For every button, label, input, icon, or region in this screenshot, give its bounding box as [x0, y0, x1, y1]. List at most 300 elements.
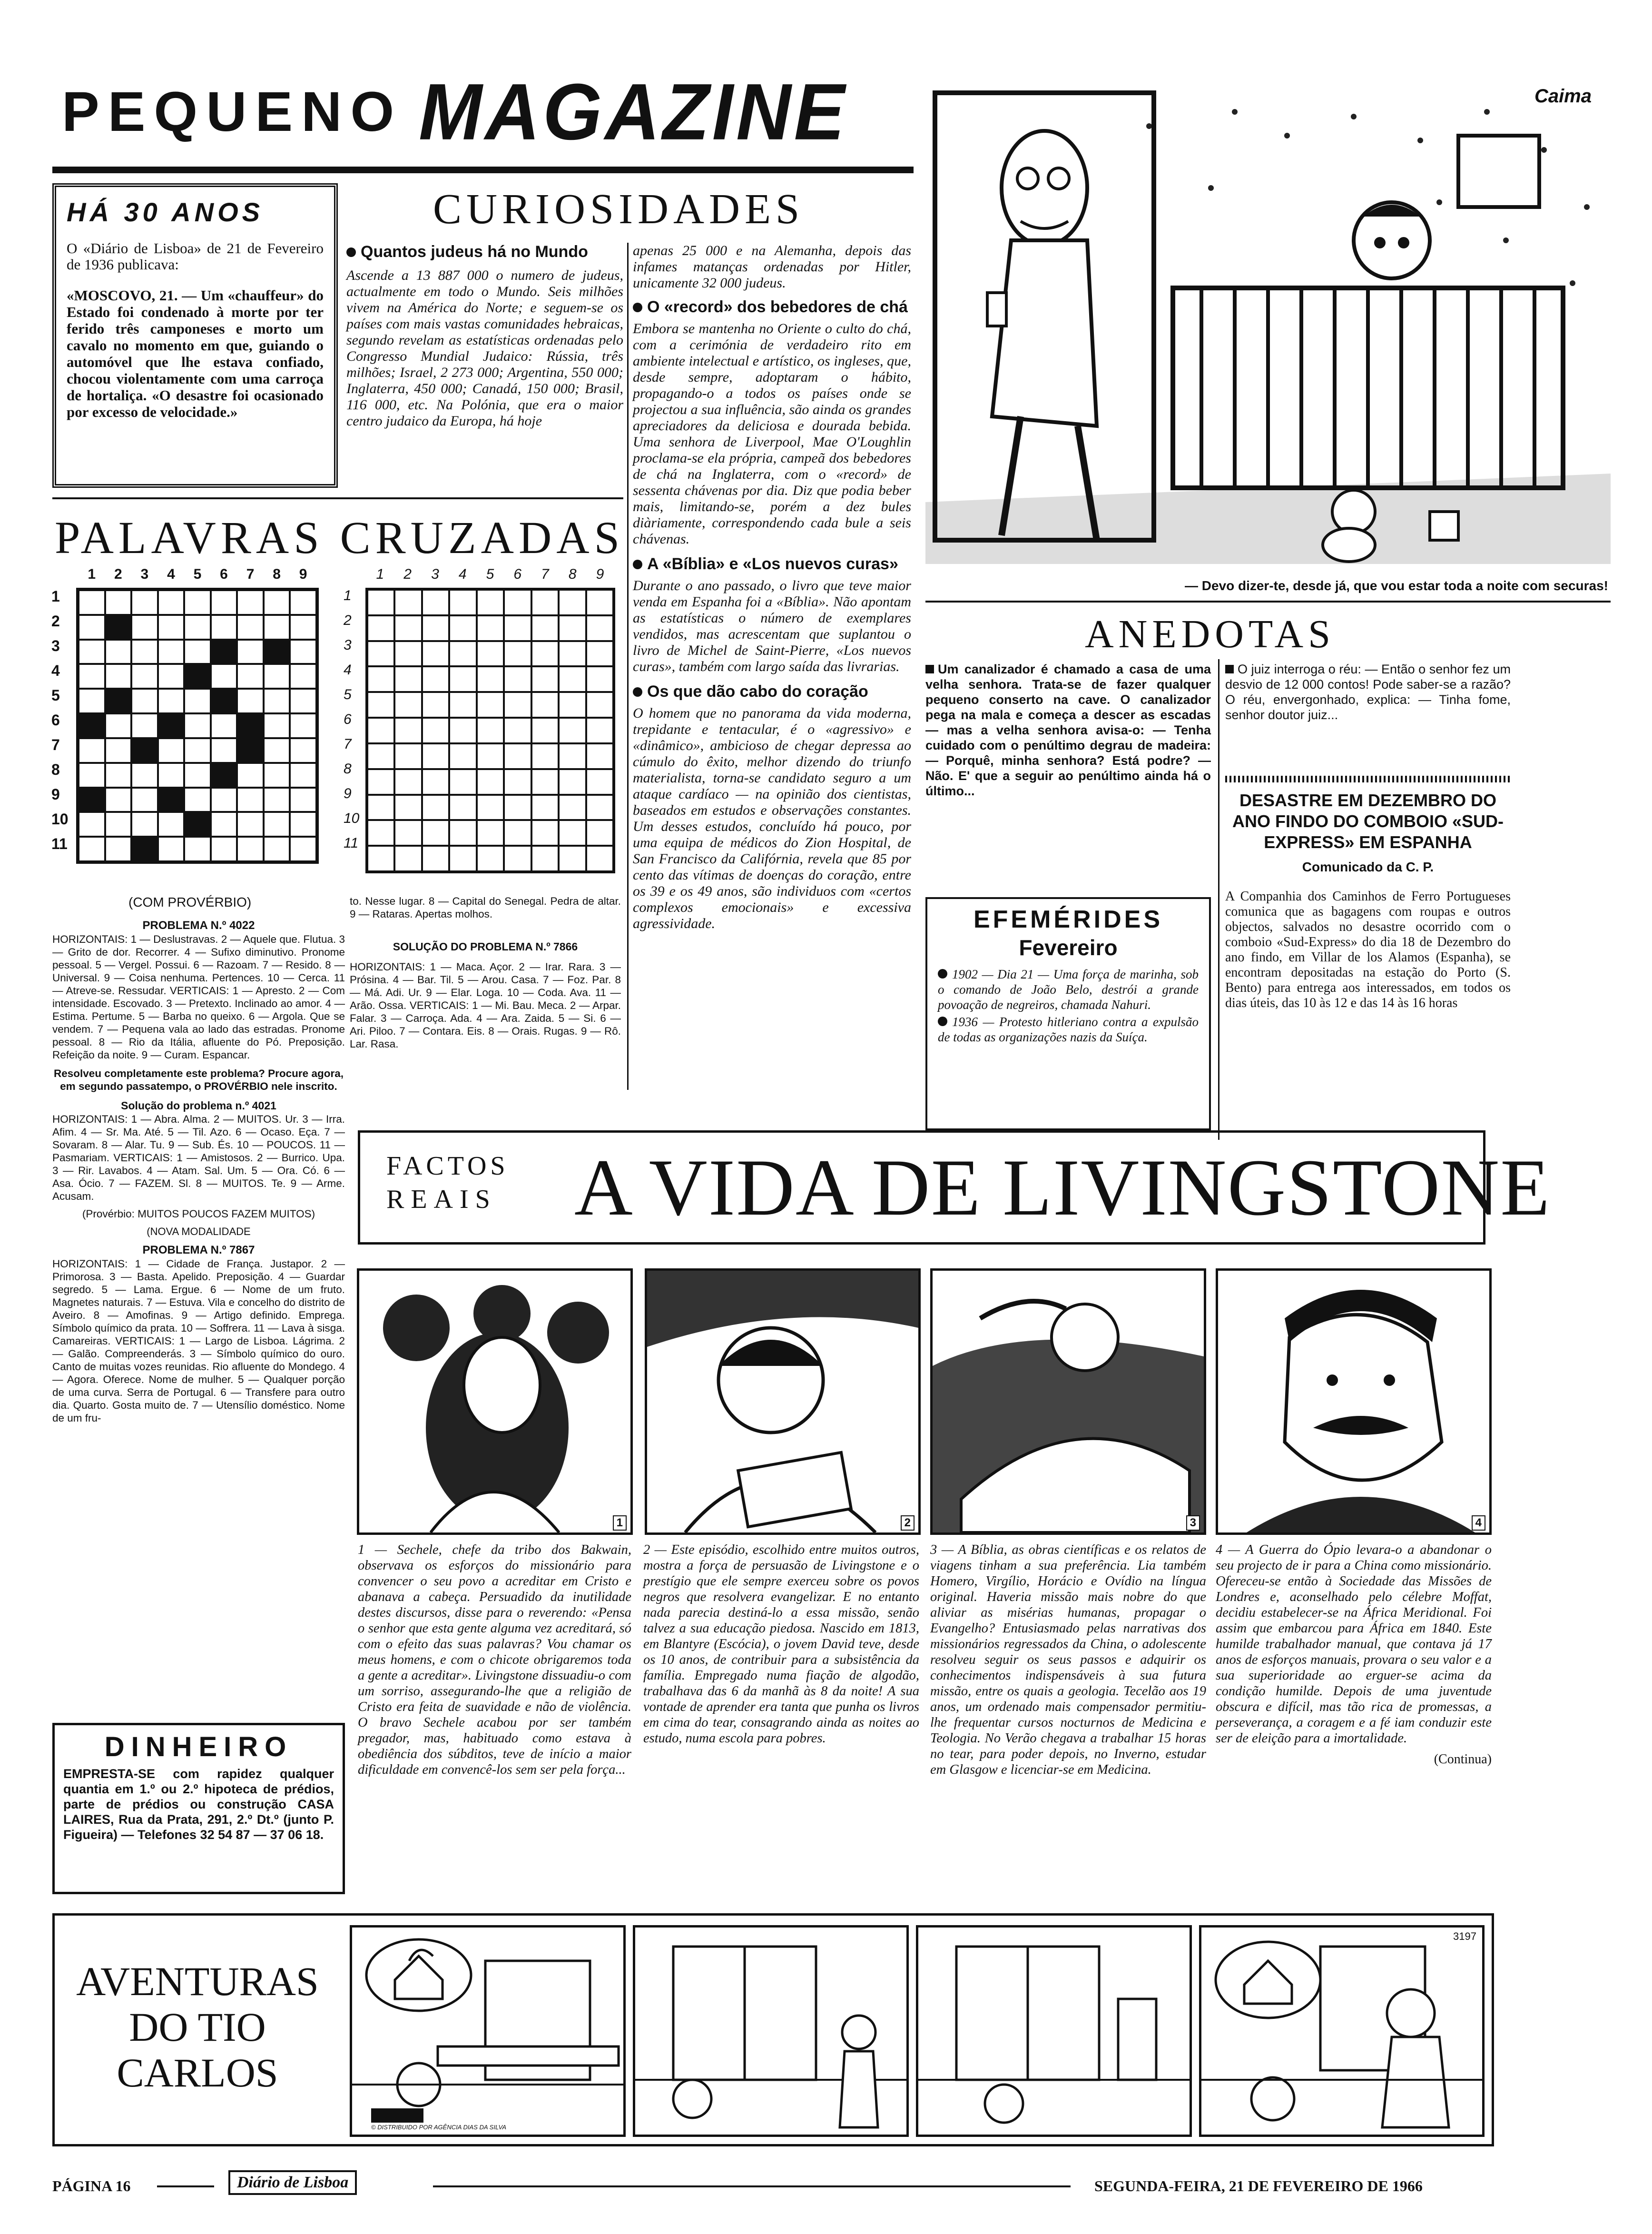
crossword-cell[interactable]	[211, 837, 237, 861]
crossword-cell[interactable]	[290, 788, 316, 812]
crossword-cell[interactable]	[394, 615, 422, 641]
crossword-cell[interactable]	[158, 664, 185, 689]
efemeride-1-text: 1902 — Dia 21 — Uma força de marinha, sob o comando de João Belo, destrói a grande povoação de negreiros, chamada Nahuri.	[938, 967, 1199, 1012]
efemeride-2	[938, 1014, 1199, 1045]
biblia-head	[633, 555, 911, 573]
crossword-cell[interactable]	[531, 820, 559, 846]
crossword-cell[interactable]	[79, 713, 105, 738]
crossword-cell[interactable]	[559, 769, 586, 795]
palavras-rule-top	[52, 497, 623, 499]
crossword-cell[interactable]	[105, 615, 132, 640]
row-num: 4	[51, 662, 60, 679]
crossword-cell[interactable]	[394, 718, 422, 743]
row-num: 11	[344, 835, 359, 851]
col-num: 7	[541, 566, 549, 582]
crossword-cell[interactable]	[184, 664, 211, 689]
crossword-cell[interactable]	[367, 743, 394, 769]
col-num: 5	[193, 566, 202, 582]
crossword-cell[interactable]	[237, 763, 264, 788]
crossword-cell[interactable]	[290, 640, 316, 664]
crossword-cell[interactable]	[531, 846, 559, 871]
crossword-cell[interactable]	[79, 640, 105, 664]
crossword-cell[interactable]	[477, 590, 504, 615]
crossword-cell[interactable]	[477, 718, 504, 743]
livingstone-text-2: 2 — Este episódio, escolhido entre muitos outros, mostra a força de persuasão de Livingstone e o prestígio que ele sempre exerceu sobre os povos negros que resolvera evangelizar. E no entanto nada parecia destiná-lo a essa missão, senão talvez a sua educação piedosa. Nascido em 1813, em Blantyre (Escócia), o jovem David teve, desde os 10 anos, de contribuir para a subsistência da família. Empregado numa fiação de algodão, trabalhava das 6 da manhã às 8 da noite! A sua vontade de aprender era tanta que punha os livros em cima do tear, consagrando ainda as noites ao estudo, numa escola para pobres.	[643, 1542, 919, 1746]
crossword-cell[interactable]	[79, 689, 105, 713]
crossword-cell[interactable]	[290, 615, 316, 640]
crossword-cell[interactable]	[477, 769, 504, 795]
crossword-cell[interactable]	[237, 738, 264, 763]
panel-number: 2	[901, 1515, 914, 1531]
sol4021-text: HORIZONTAIS: 1 — Abra. Alma. 2 — MUITOS. Ur. 3 — Irra. Afim. 4 — Sr. Ma. Até. 5 — Til. Azo. 6 — Ocaso. Eça. 7 — Sovaram. 8 — Alar. Tu. 9 — Sub. És. 10 — POUCOS. 11 — Pasmariam. VERTICAIS: 1 — Amistosos. 2 — Burrico. Upa. 3 — Rir. Lavabos. 4 — Atam. Sal. Um. 5 — Ora. Có. 6 — Asa. Ócio. 7 — FAZEM. Sl. 8 — MUITOS. Te. 9 — Arme. Acusam.	[52, 1113, 345, 1202]
crossword-cell[interactable]	[264, 713, 290, 738]
crossword-grid-4022[interactable]	[76, 588, 319, 864]
ha30-body: «MOSCOVO, 21. — Um «chauffeur» do Estado foi condenado à morte por ter ferido três camponeses e morto um cavalo no momento em que, guiando o automóvel que lhe estava confiado, chocou violentamente com uma carroça de hortaliça. «O desastre foi ocasionado por excesso de velocidade.»	[67, 287, 324, 420]
p7867-text: HORIZONTAIS: 1 — Cidade de França. Justapor. 2 — Primorosa. 3 — Basta. Apelido. Preposição. 4 — Guardar segredo. 5 — Lama. Ergue. 6 — Nome de um fruto. Magnetes naturais. 7 — Estuva. Vila e concelho do distrito de Aveiro. 8 — Amofinas. 9 — Artigo definido. Emprega. Símbolo químico da prata. 10 — Soffrera. 11 — Lava à sisga. Camareiras. VERTICAIS: 1 — Largo de Lisboa. Lágrima. 2 — Galão. Compreenderás. 3 — Símbolo químico do ouro. Canto de muitas vozes reunidas. Rio afluente do Mondego. 4 — Agora. Oferece. Nome de mulher. 5 — Qualquer porção de uma curva. Serra de Portugal. 6 — Transfere para outro dia. Quarto. Gosta muito de. 7 — Utensílio doméstico. Nome de um fru-	[52, 1258, 345, 1424]
crossword-cell[interactable]	[131, 615, 158, 640]
desastre-sub: Comunicado da C. P.	[1302, 860, 1434, 874]
judeus-head-text: Quantos judeus há no Mundo	[361, 243, 588, 261]
crossword-cell[interactable]	[367, 769, 394, 795]
crossword-cell[interactable]	[504, 795, 531, 820]
coracao-head-text: Os que dão cabo do coração	[647, 682, 868, 701]
crossword-cell[interactable]	[477, 641, 504, 667]
crossword-cell[interactable]	[131, 713, 158, 738]
crossword-cell[interactable]	[184, 763, 211, 788]
crossword-cell[interactable]	[394, 795, 422, 820]
crossword-cell[interactable]	[184, 689, 211, 713]
crossword-cell[interactable]	[531, 743, 559, 769]
crossword-cell[interactable]	[184, 837, 211, 861]
crossword-cell[interactable]	[158, 763, 185, 788]
crossword-cell[interactable]	[290, 689, 316, 713]
crossword-cell[interactable]	[449, 692, 476, 718]
crossword-cell[interactable]	[158, 689, 185, 713]
crossword-cell[interactable]	[559, 615, 586, 641]
crossword-cell[interactable]	[79, 763, 105, 788]
crossword-cell[interactable]	[559, 666, 586, 692]
nova-modalidade: (NOVA MODALIDADE	[147, 1226, 251, 1237]
crossword-cell[interactable]	[237, 713, 264, 738]
crossword-cell[interactable]	[586, 615, 613, 641]
crossword-cell[interactable]	[586, 590, 613, 615]
livingstone-label1: FACTOS	[386, 1151, 509, 1181]
livingstone-header	[358, 1130, 1551, 1245]
crossword-cell[interactable]	[504, 666, 531, 692]
crossword-cell[interactable]	[504, 743, 531, 769]
square-bullet-icon	[1225, 665, 1234, 673]
crossword-cell[interactable]	[211, 788, 237, 812]
crossword-cell[interactable]	[449, 718, 476, 743]
crossword-cell[interactable]	[449, 615, 476, 641]
row-num: 3	[51, 637, 60, 654]
crossword-cell[interactable]	[211, 640, 237, 664]
crossword-cell[interactable]	[394, 769, 422, 795]
crossword-cell[interactable]	[131, 738, 158, 763]
crossword-cell[interactable]	[559, 795, 586, 820]
crossword-cell[interactable]	[367, 795, 394, 820]
masthead-rule	[52, 167, 914, 173]
crossword-cell[interactable]	[586, 795, 613, 820]
crossword-cell[interactable]	[367, 666, 394, 692]
crossword-cell[interactable]	[79, 615, 105, 640]
crossword-cell[interactable]	[105, 664, 132, 689]
crossword-cell[interactable]	[105, 689, 132, 713]
crossword-cell[interactable]	[158, 615, 185, 640]
p4022-title: PROBLEMA N.º 4022	[142, 919, 255, 932]
crossword-cell[interactable]	[237, 640, 264, 664]
bullet-icon	[346, 247, 356, 257]
crossword-cell[interactable]	[477, 692, 504, 718]
crossword-cell[interactable]	[504, 846, 531, 871]
crossword-cell[interactable]	[449, 769, 476, 795]
crossword-cell[interactable]	[504, 590, 531, 615]
crossword-cell[interactable]	[79, 837, 105, 861]
sol7866-text: HORIZONTAIS: 1 — Maca. Açor. 2 — Irar. Rara. 3 — Prósina. 4 — Bar. Til. 5 — Arou. Casa. 7 — Foz. Par. 8 — Má. Adi. Ur. 9 — Elar. Loga. 10 — Coda. Ava. 11 — Arão. Ossa. VERTICAIS: 1 — Mi. Bau. Meca. 2 — Arpar. Falar. 3 — Carroça. Ada. 4 — Ara. Zaida. 5 — Si. 6 — Ari. Piloo. 7 — Contara. Eis. 8 — Orais. Rugas. 9 — Rô. Lar. Rasa.	[350, 961, 621, 1050]
livingstone-col4	[1216, 1542, 1492, 1767]
col-num: 5	[486, 566, 494, 582]
footer-logo: Diário de Lisboa	[237, 2174, 349, 2191]
livingstone-label2: REAIS	[386, 1185, 497, 1214]
footer-date: SEGUNDA-FEIRA, 21 DE FEVEREIRO DE 1966	[1094, 2177, 1423, 2194]
crossword-cell[interactable]	[367, 718, 394, 743]
livingstone-col3	[930, 1542, 1206, 1778]
crossword-cell[interactable]	[422, 692, 449, 718]
crossword-cell[interactable]	[504, 641, 531, 667]
crossword-cell[interactable]	[264, 689, 290, 713]
crossword-cell[interactable]	[158, 837, 185, 861]
crossword-cell[interactable]	[559, 590, 586, 615]
crossword-cell[interactable]	[477, 666, 504, 692]
crossword-cell[interactable]	[559, 692, 586, 718]
crossword-cell[interactable]	[264, 788, 290, 812]
tio-carlos-title	[64, 1958, 331, 2096]
crossword-cell[interactable]	[477, 795, 504, 820]
tio-carlos-strip	[52, 1913, 1494, 2146]
row-num: 10	[51, 811, 69, 828]
crossword-grid-7867[interactable]	[365, 588, 615, 873]
dinheiro-title: DINHEIRO	[104, 1731, 293, 1762]
crossword-cell[interactable]	[105, 590, 132, 615]
crossword-cell[interactable]	[394, 820, 422, 846]
masthead-small: PEQUENO	[62, 80, 403, 143]
crossword-cell[interactable]	[237, 615, 264, 640]
judeus-text-cont: apenas 25 000 e na Alemanha, depois das infames matanças ordenadas por Hitler, unicamente 32 000 judeus.	[633, 243, 911, 291]
crossword-cell[interactable]	[422, 795, 449, 820]
crossword-cell[interactable]	[449, 795, 476, 820]
crossword-cell[interactable]	[237, 788, 264, 812]
bullet-icon	[938, 1017, 947, 1026]
ha30-title: HÁ 30 ANOS	[67, 197, 264, 227]
crossword-cell[interactable]	[131, 689, 158, 713]
crossword-cell[interactable]	[131, 837, 158, 861]
col-num: 9	[299, 566, 307, 582]
crossword-cell[interactable]	[158, 738, 185, 763]
crossword-cell[interactable]	[237, 689, 264, 713]
crossword-cell[interactable]	[449, 743, 476, 769]
crossword-cell[interactable]	[131, 763, 158, 788]
crossword-cell[interactable]	[105, 713, 132, 738]
crossword-cell[interactable]	[105, 788, 132, 812]
col-num: 1	[88, 566, 96, 582]
crossword-cell[interactable]	[477, 743, 504, 769]
crossword-cell[interactable]	[422, 769, 449, 795]
crossword-cell[interactable]	[264, 615, 290, 640]
coracao-text: O homem que no panorama da vida moderna, trepidante e tentacular, é o «agressivo» e «dinâmico», ambicioso de chegar depressa ao cúmulo do êxito, melhor dizendo do triunfo materialista, torna-se candidato seguro a um ataque cardíaco — na opinião dos cientistas, baseados em estudos e observações constantes. Um desses estudos, concluído há pouco, por uma equipa de médicos do Zion Hospital, de San Francisco da Califórnia, revela que 85 por cento das vítimas de doenças do coração, entre os 39 e os 49 anos, são individuos com «certos complexos emocionais» e excessiva agressividade.	[633, 705, 911, 931]
sol4021-title: Solução do problema n.º 4021	[121, 1099, 276, 1112]
bullet-icon	[633, 560, 642, 569]
crossword-cell[interactable]	[531, 718, 559, 743]
panel-2-drawing	[647, 1271, 918, 1532]
livingstone-panel-1	[357, 1268, 633, 1535]
biblia-head-text: A «Bíblia» e «Los nuevos curas»	[647, 555, 898, 573]
crossword-cell[interactable]	[531, 692, 559, 718]
row-num: 9	[344, 786, 352, 801]
row-num: 5	[51, 687, 60, 704]
row-num: 10	[344, 811, 360, 826]
crossword-cell[interactable]	[131, 664, 158, 689]
footer-rule-mid	[433, 2185, 1071, 2187]
crossword-cell[interactable]	[394, 692, 422, 718]
crossword-cell[interactable]	[184, 738, 211, 763]
crossword-cell[interactable]	[105, 837, 132, 861]
crossword-cell[interactable]	[586, 846, 613, 871]
crossword-cell[interactable]	[264, 812, 290, 837]
livingstone-title: A VIDA DE LIVINGSTONE	[574, 1143, 1551, 1232]
crossword-cell[interactable]	[477, 820, 504, 846]
crossword-cell[interactable]	[264, 590, 290, 615]
dinheiro-ad	[52, 1723, 345, 1894]
crossword-cell[interactable]	[290, 812, 316, 837]
crossword-cell[interactable]	[290, 763, 316, 788]
crossword-cell[interactable]	[105, 640, 132, 664]
crossword-cell[interactable]	[422, 666, 449, 692]
col-num: 3	[431, 566, 439, 582]
crossword-cell[interactable]	[184, 788, 211, 812]
anedota-1-body: Um canalizador é chamado a casa de uma velha senhora. Trata-se de fazer qualquer pequeno conserto na cave. O canalizador pega na mala e começa a descer as escadas — mas a velha senhora avisa-o: — Tenha cuidado com o penúltimo degrau de madeira: — Porquê, minha senhora? Está podre? — Não. E' que a seguir ao penúltimo ainda há o último...	[925, 662, 1211, 798]
crossword-cell[interactable]	[559, 718, 586, 743]
crossword-cell[interactable]	[586, 692, 613, 718]
crossword-cell[interactable]	[394, 846, 422, 871]
crossword-cell[interactable]	[477, 846, 504, 871]
panel-3-drawing	[933, 1271, 1204, 1532]
desastre-title: DESASTRE EM DEZEMBRO DO ANO FINDO DO COMBOIO «SUD-EXPRESS» EM ESPANHA	[1232, 791, 1504, 852]
crossword-cell[interactable]	[158, 788, 185, 812]
anedota-2-body: O juiz interroga o réu: — Então o senhor fez um desvio de 12 000 contos! Pode saber-se a razão? O réu, envergonhado, explica: — Tinha fome, senhor doutor juiz...	[1225, 662, 1511, 722]
crossword-cell[interactable]	[449, 846, 476, 871]
crossword-cell[interactable]	[131, 590, 158, 615]
crossword-cell[interactable]	[158, 812, 185, 837]
crossword-cell[interactable]	[531, 615, 559, 641]
crossword-cell[interactable]	[184, 590, 211, 615]
tio-carlos-title-3: CARLOS	[117, 2050, 278, 2096]
bullet-icon	[633, 687, 642, 697]
crossword-cell[interactable]	[105, 763, 132, 788]
crossword-cell[interactable]	[211, 738, 237, 763]
crossword-cell[interactable]	[79, 664, 105, 689]
crossword-cell[interactable]	[586, 666, 613, 692]
crossword-cell[interactable]	[290, 713, 316, 738]
livingstone-text-1: 1 — Sechele, chefe da tribo dos Bakwain, observava os esforços do missionário para convencer o seu povo a acreditar em Cristo e abanava a cabeça. Persuadido da inutilidade destes discursos, disse para o reverendo: «Pensa o senhor que esta gente alguma vez acreditará, só com o efeito das suas palavras? Vou chamar os meus homens, e com o chicote obrigaremos toda a gente a acreditar». Livingstone dissuadiu-o com um sorriso, assegurando-lhe que a religião de Cristo era feita de suavidade e não de violência. O bravo Sechele acabou por ser também pregador, mas, habituado como estava à obediência dos súbditos, teve de início a maior dificuldade em convencê-los sem ser pela força...	[358, 1542, 631, 1777]
crossword-cell[interactable]	[79, 738, 105, 763]
col-num: 3	[140, 566, 149, 582]
crossword-cell[interactable]	[264, 763, 290, 788]
crossword-cell[interactable]	[559, 820, 586, 846]
crossword-cell[interactable]	[449, 590, 476, 615]
crossword-cell[interactable]	[290, 590, 316, 615]
panel-number: 1	[613, 1515, 627, 1531]
row-num: 4	[344, 662, 352, 678]
crossword-cell[interactable]	[422, 641, 449, 667]
crossword-cell[interactable]	[367, 692, 394, 718]
crossword-cell[interactable]	[131, 812, 158, 837]
crossword-cell[interactable]	[184, 615, 211, 640]
crossword-cell[interactable]	[422, 743, 449, 769]
efemerides-title: EFEMÉRIDES	[973, 906, 1163, 933]
crossword-cell[interactable]	[158, 590, 185, 615]
efemeride-2-text: 1936 — Protesto hitleriano contra a expulsão de todas as organizações nazis da Suíça.	[938, 1015, 1199, 1044]
resolveu-text: Resolveu completamente este problema? Procure agora, em segundo passatempo, o PROVÉRBIO nele inscrito.	[54, 1068, 344, 1092]
crossword-cell[interactable]	[264, 640, 290, 664]
anedota-2	[1225, 662, 1511, 722]
crossword-cell[interactable]	[211, 590, 237, 615]
crossword-cell[interactable]	[184, 713, 211, 738]
col-num: 6	[513, 566, 522, 582]
crossword-cell[interactable]	[504, 769, 531, 795]
ha30-box	[52, 183, 338, 488]
crossword-cell[interactable]	[79, 590, 105, 615]
crossword-cell[interactable]	[264, 738, 290, 763]
crossword-cell[interactable]	[264, 837, 290, 861]
crossword-cell[interactable]	[79, 812, 105, 837]
crossword-cell[interactable]	[131, 788, 158, 812]
judeus-head	[346, 243, 623, 261]
bullet-icon	[633, 303, 642, 312]
crossword-cell[interactable]	[211, 664, 237, 689]
crossword-cell[interactable]	[158, 640, 185, 664]
crossword-cell[interactable]	[290, 837, 316, 861]
crossword-cell[interactable]	[531, 590, 559, 615]
crossword-cell[interactable]	[367, 846, 394, 871]
tio-panel-1-drawing	[352, 1928, 623, 2135]
crossword-cell[interactable]	[367, 615, 394, 641]
crossword-cell[interactable]	[211, 615, 237, 640]
crossword-cell[interactable]	[394, 590, 422, 615]
tio-carlos-title-2: DO TIO	[129, 2004, 266, 2050]
crossword-cell[interactable]	[531, 641, 559, 667]
crossword-cell[interactable]	[237, 664, 264, 689]
crossword-cell[interactable]	[586, 641, 613, 667]
tio-carlos-number: 3197	[1453, 1930, 1476, 1942]
row-num: 6	[344, 712, 352, 727]
grid2-col-numbers	[366, 566, 614, 583]
desastre-article	[1225, 790, 1511, 1011]
crossword-cell[interactable]	[504, 820, 531, 846]
row-num: 3	[344, 637, 352, 653]
livingstone-panel-4	[1216, 1268, 1492, 1535]
crossword-cell[interactable]	[367, 641, 394, 667]
crossword-cell[interactable]	[422, 846, 449, 871]
crossword-col1	[52, 919, 345, 1424]
crossword-cell[interactable]	[394, 666, 422, 692]
crossword-cell[interactable]	[367, 590, 394, 615]
crossword-cell[interactable]	[531, 795, 559, 820]
crossword-cell[interactable]	[559, 743, 586, 769]
anedotas-divider	[1218, 659, 1219, 1140]
ha30-intro: O «Diário de Lisboa» de 21 de Fevereiro de 1936 publicava:	[67, 240, 324, 273]
crossword-cell[interactable]	[105, 738, 132, 763]
masthead-big: MAGAZINE	[419, 67, 848, 157]
crossword-cell[interactable]	[504, 692, 531, 718]
crossword-cell[interactable]	[586, 769, 613, 795]
crossword-cell[interactable]	[211, 689, 237, 713]
crossword-col2	[350, 895, 621, 1050]
crossword-cell[interactable]	[211, 763, 237, 788]
crossword-cell[interactable]	[504, 718, 531, 743]
crossword-cell[interactable]	[290, 664, 316, 689]
crossword-cell[interactable]	[586, 820, 613, 846]
col-num: 7	[246, 566, 255, 582]
crossword-cell[interactable]	[394, 743, 422, 769]
crossword-cell[interactable]	[449, 641, 476, 667]
col-num: 2	[403, 566, 412, 582]
crossword-cell[interactable]	[449, 666, 476, 692]
continua-label: (Continua)	[1434, 1752, 1492, 1767]
crossword-cell[interactable]	[290, 738, 316, 763]
crossword-cell[interactable]	[586, 743, 613, 769]
crossword-cell[interactable]	[531, 666, 559, 692]
curiosidades-col2	[633, 243, 911, 932]
crossword-cell[interactable]	[422, 615, 449, 641]
crossword-cell[interactable]	[158, 713, 185, 738]
crossword-cell[interactable]	[559, 846, 586, 871]
crossword-cell[interactable]	[131, 640, 158, 664]
tio-carlos-panel-3	[916, 1925, 1192, 2137]
crossword-cell[interactable]	[79, 788, 105, 812]
crossword-cell[interactable]	[367, 820, 394, 846]
grid2-row-numbers	[344, 588, 365, 860]
crossword-cell[interactable]	[504, 615, 531, 641]
tio-carlos-credit: © DISTRIBUIDO POR AGÊNCIA DIAS DA SILVA	[371, 2124, 507, 2131]
crossword-cell[interactable]	[449, 820, 476, 846]
crossword-cell[interactable]	[184, 812, 211, 837]
crossword-cell[interactable]	[105, 812, 132, 837]
crossword-cell[interactable]	[531, 769, 559, 795]
efemerides-month: Fevereiro	[1019, 935, 1118, 960]
crossword-cell[interactable]	[184, 640, 211, 664]
judeus-text: Ascende a 13 887 000 o numero de judeus, actualmente em todo o Mundo. Seis milhões vivem na América do Norte; e seguem-se os países com mais vastas comunidades hebraicas, segundo revelam as estatísticas ordenadas pelo Congresso Mundial Judaico: Rússia, três milhões; Israel, 2 273 000; Argentina, 550 000; Inglaterra, 450 000; Canadá, 150 000; Brasil, 116 000, etc. Na Polónia, que era o maior centro judaico da Europa, há hoje	[346, 267, 623, 429]
footer-rule-left	[157, 2185, 214, 2187]
crossword-cell[interactable]	[422, 718, 449, 743]
record-text: Embora se mantenha no Oriente o culto do chá, com a cerimónia de verdadeiro rito em ambiente intelectual e artístico, os ingleses, que, desde sempre, adoptaram o hábito, propagando-o a todos os países onde se projectou a sua influência, são ainda os grandes apreciadores da deliciosa e dourada bebida. Uma senhora de Liverpool, Mae O'Loughlin proclama-se ela própria, campeã dos bebedores de chá na Inglaterra, com o «record» de sessenta chávenas por dia. Diz que podia beber mais, limitando-se, porém a dez bules diàriamente, correspondendo cada bule a seis chávenas.	[633, 321, 911, 547]
crossword-cell[interactable]	[394, 641, 422, 667]
crossword-cell[interactable]	[211, 812, 237, 837]
crossword-cell[interactable]	[211, 713, 237, 738]
crossword-cell[interactable]	[237, 812, 264, 837]
crossword-cell[interactable]	[264, 664, 290, 689]
crossword-cell[interactable]	[237, 837, 264, 861]
crossword-cell[interactable]	[477, 615, 504, 641]
crossword-cell[interactable]	[422, 820, 449, 846]
crossword-cell[interactable]	[422, 590, 449, 615]
crossword-cell[interactable]	[559, 641, 586, 667]
crossword-cell[interactable]	[237, 590, 264, 615]
tio-panel-4-drawing	[1201, 1928, 1482, 2135]
footer-logo-box	[228, 2170, 357, 2195]
crossword-cell[interactable]	[586, 718, 613, 743]
row-num: 8	[51, 761, 60, 778]
p4022-text: HORIZONTAIS: 1 — Deslustravas. 2 — Aquele que. Flutua. 3 — Grito de dor. Recorrer. 4 — Sufixo diminutivo. Pronome pessoal. 5 — Vergel. Possui. 6 — Razoam. 7 — Resido. 8 — Universal. 9 — Coisa nenhuma. Pertences. 10 — Cerca. 11 — Atreve-se. Ressudar. VERTICAIS: 1 — Apresto. 2 — Com intensidade. Escovado. 3 — Pretexto. Inclinado ao amor. 4 — Estima. Pertume. 5 — Barba no queixo. 6 — Argola. Que se vendem. 7 — Pequena vala ao lado das estradas. Pronome pessoal. 8 — Rio da Itália, afluente do Pó. Preposição. Refeição da noite. 9 — Curam. Espancar.	[52, 933, 345, 1061]
